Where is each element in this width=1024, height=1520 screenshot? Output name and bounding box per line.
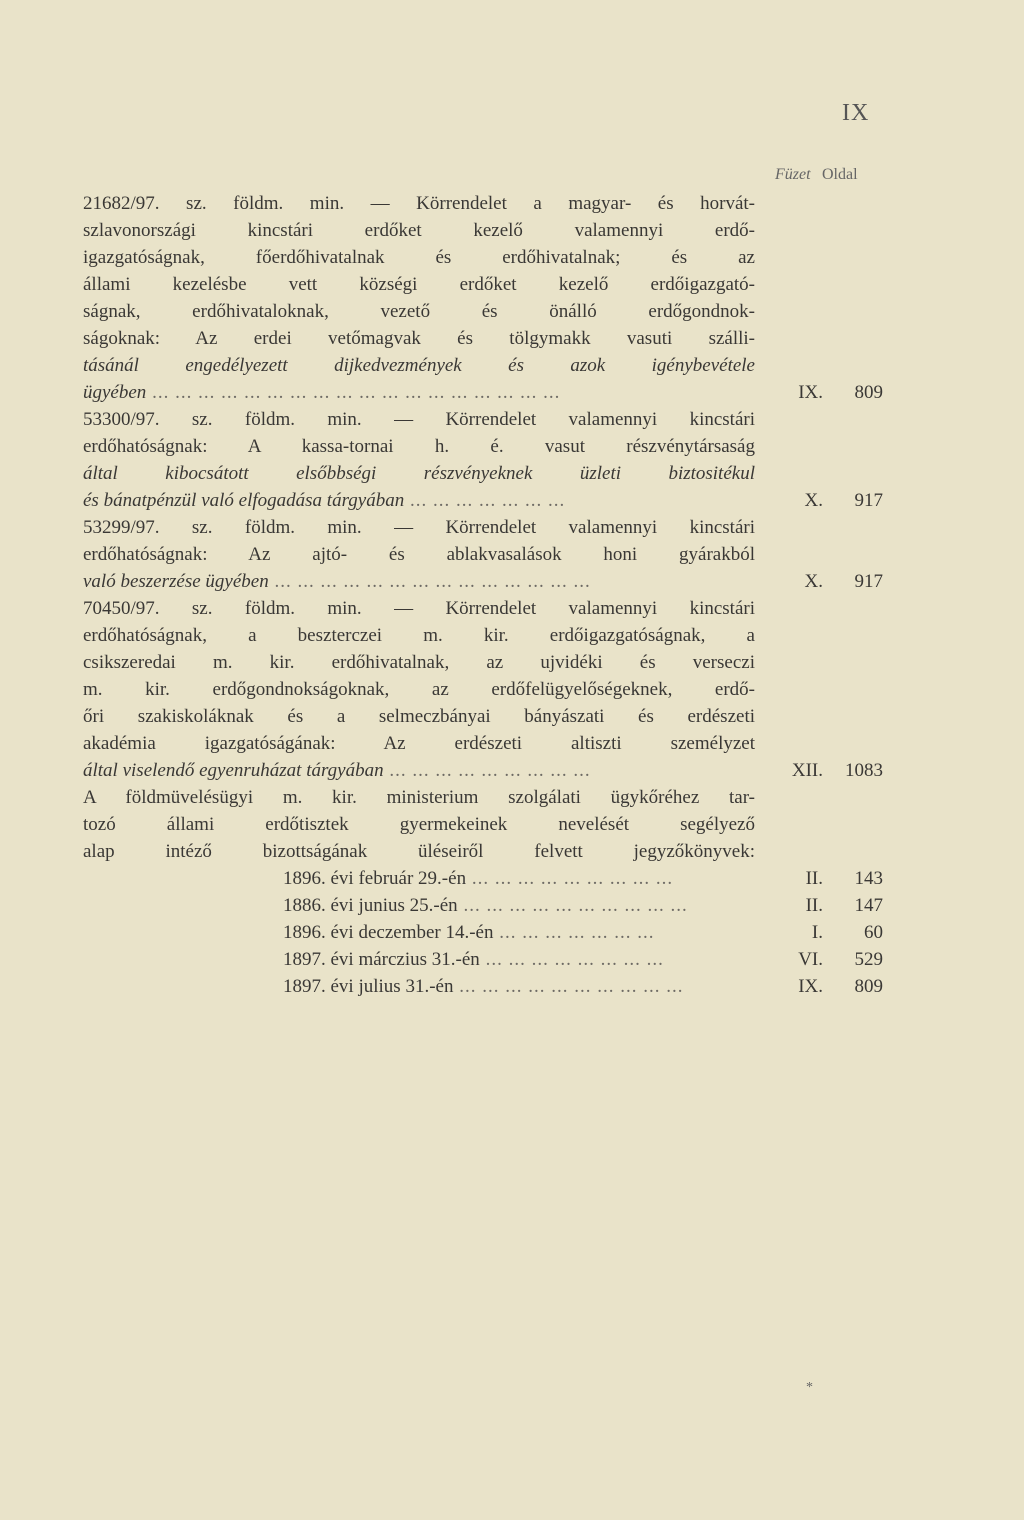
fuzet-ref: IX. [798,382,823,403]
entry-line: tozó állami erdőtisztek gyermekeinek nevelését segélyező [83,814,755,835]
index-entry [83,190,883,406]
entry-line: őri szakiskoláknak és a selmeczbányai bányászati és erdészeti [83,706,755,727]
entry-line: akadémia igazgatóságának: Az erdészeti altiszti személyzet [83,733,755,754]
dot-leader: ... ... ... ... ... ... ... [493,922,655,943]
fuzet-ref: X. [804,571,823,592]
page-number: IX [842,100,870,126]
oldal-ref: 147 [854,895,883,916]
entry-line: 53299/97. sz. földm. min. — Körrendelet valamennyi kincstári [83,517,755,538]
oldal-ref: 917 [854,571,883,592]
fuzet-ref: II. [805,895,823,916]
entry-line: igazgatóságnak, főerdőhivatalnak és erdőhivatalnak; és az [83,247,755,268]
index-entry [83,514,883,595]
oldal-ref: 917 [854,490,883,511]
oldal-ref: 809 [854,382,883,403]
entry-line: erdőhatóságnak, a beszterczei m. kir. erdőigazgatóságnak, a [83,625,755,646]
minutes-date: 1896. évi február 29.-én [283,868,467,889]
dot-leader: ... ... ... ... ... ... ... ... ... [383,760,591,781]
fuzet-ref: II. [805,868,823,889]
oldal-ref: 60 [864,922,883,943]
entry-line: alap intéző bizottságának üléseiről felvett jegyzőkönyvek: [83,841,755,862]
entry-line: m. kir. erdőgondnokságoknak, az erdőfelügyelőségeknek, erdő- [83,679,755,700]
dot-leader: ... ... ... ... ... ... ... ... [479,949,664,970]
entry-line: ügyében [83,382,147,403]
minutes-date: 1897. évi márczius 31.-én [283,949,480,970]
index-entry [83,784,883,1000]
fuzet-ref: VI. [798,949,823,970]
oldal-ref: 1083 [845,760,883,781]
entry-line: erdőhatóságnak: Az ajtó- és ablakvasalások honi gyárakból [83,544,755,565]
entry-line: A földmüvelésügyi m. kir. ministerium szolgálati ügykőréhez tar- [83,787,755,808]
oldal-ref: 529 [854,949,883,970]
dot-leader: ... ... ... ... ... ... ... ... ... ... [457,895,688,916]
index-entry [83,406,883,514]
index-body [83,190,883,1000]
entry-line: való beszerzése ügyében [83,571,269,592]
entry-line: ságnak, erdőhivataloknak, vezető és önálló erdőgondnok- [83,301,755,322]
star-mark: * [806,1380,813,1395]
column-header-oldal: Oldal [822,166,858,183]
dot-leader: ... ... ... ... ... ... ... ... ... [466,868,674,889]
entry-line: állami kezelésbe vett községi erdőket kezelő erdőigazgató- [83,274,755,295]
entry-line: szlavonországi kincstári erdőket kezelő valamennyi erdő- [83,220,755,241]
dot-leader: ... ... ... ... ... ... ... ... ... ... ... ... ... ... [268,571,591,592]
fuzet-ref: I. [811,922,823,943]
index-entry [83,595,883,784]
entry-line: 70450/97. sz. földm. min. — Körrendelet valamennyi kincstári [83,598,755,619]
entry-line: 21682/97. sz. földm. min. — Körrendelet a magyar- és horvát- [83,193,755,214]
fuzet-ref: IX. [798,976,823,997]
oldal-ref: 809 [854,976,883,997]
dot-leader: ... ... ... ... ... ... ... ... ... ... [453,976,684,997]
entry-line: tásánál engedélyezett dijkedvezmények és azok igénybevétele [83,355,755,376]
entry-line: által viselendő egyenruházat tárgyában [83,760,384,781]
dot-leader: ... ... ... ... ... ... ... ... ... ... ... ... ... ... ... ... ... ... [146,382,561,403]
fuzet-ref: X. [804,490,823,511]
entry-line: ságoknak: Az erdei vetőmagvak és tölgymakk vasuti szálli- [83,328,755,349]
minutes-date: 1886. évi junius 25.-én [283,895,458,916]
entry-line: 53300/97. sz. földm. min. — Körrendelet valamennyi kincstári [83,409,755,430]
minutes-date: 1896. évi deczember 14.-én [283,922,494,943]
entry-line: által kibocsátott elsőbbségi részvényeknek üzleti biztositékul [83,463,755,484]
entry-line: csikszeredai m. kir. erdőhivatalnak, az ujvidéki és verseczi [83,652,755,673]
fuzet-ref: XII. [791,760,823,781]
minutes-date: 1897. évi julius 31.-én [283,976,454,997]
column-header-fuzet: Füzet [775,166,811,183]
entry-line: és bánatpénzül való elfogadása tárgyában [83,490,405,511]
entry-line: erdőhatóságnak: A kassa-tornai h. é. vasut részvénytársaság [83,436,755,457]
dot-leader: ... ... ... ... ... ... ... [404,490,566,511]
oldal-ref: 143 [854,868,883,889]
